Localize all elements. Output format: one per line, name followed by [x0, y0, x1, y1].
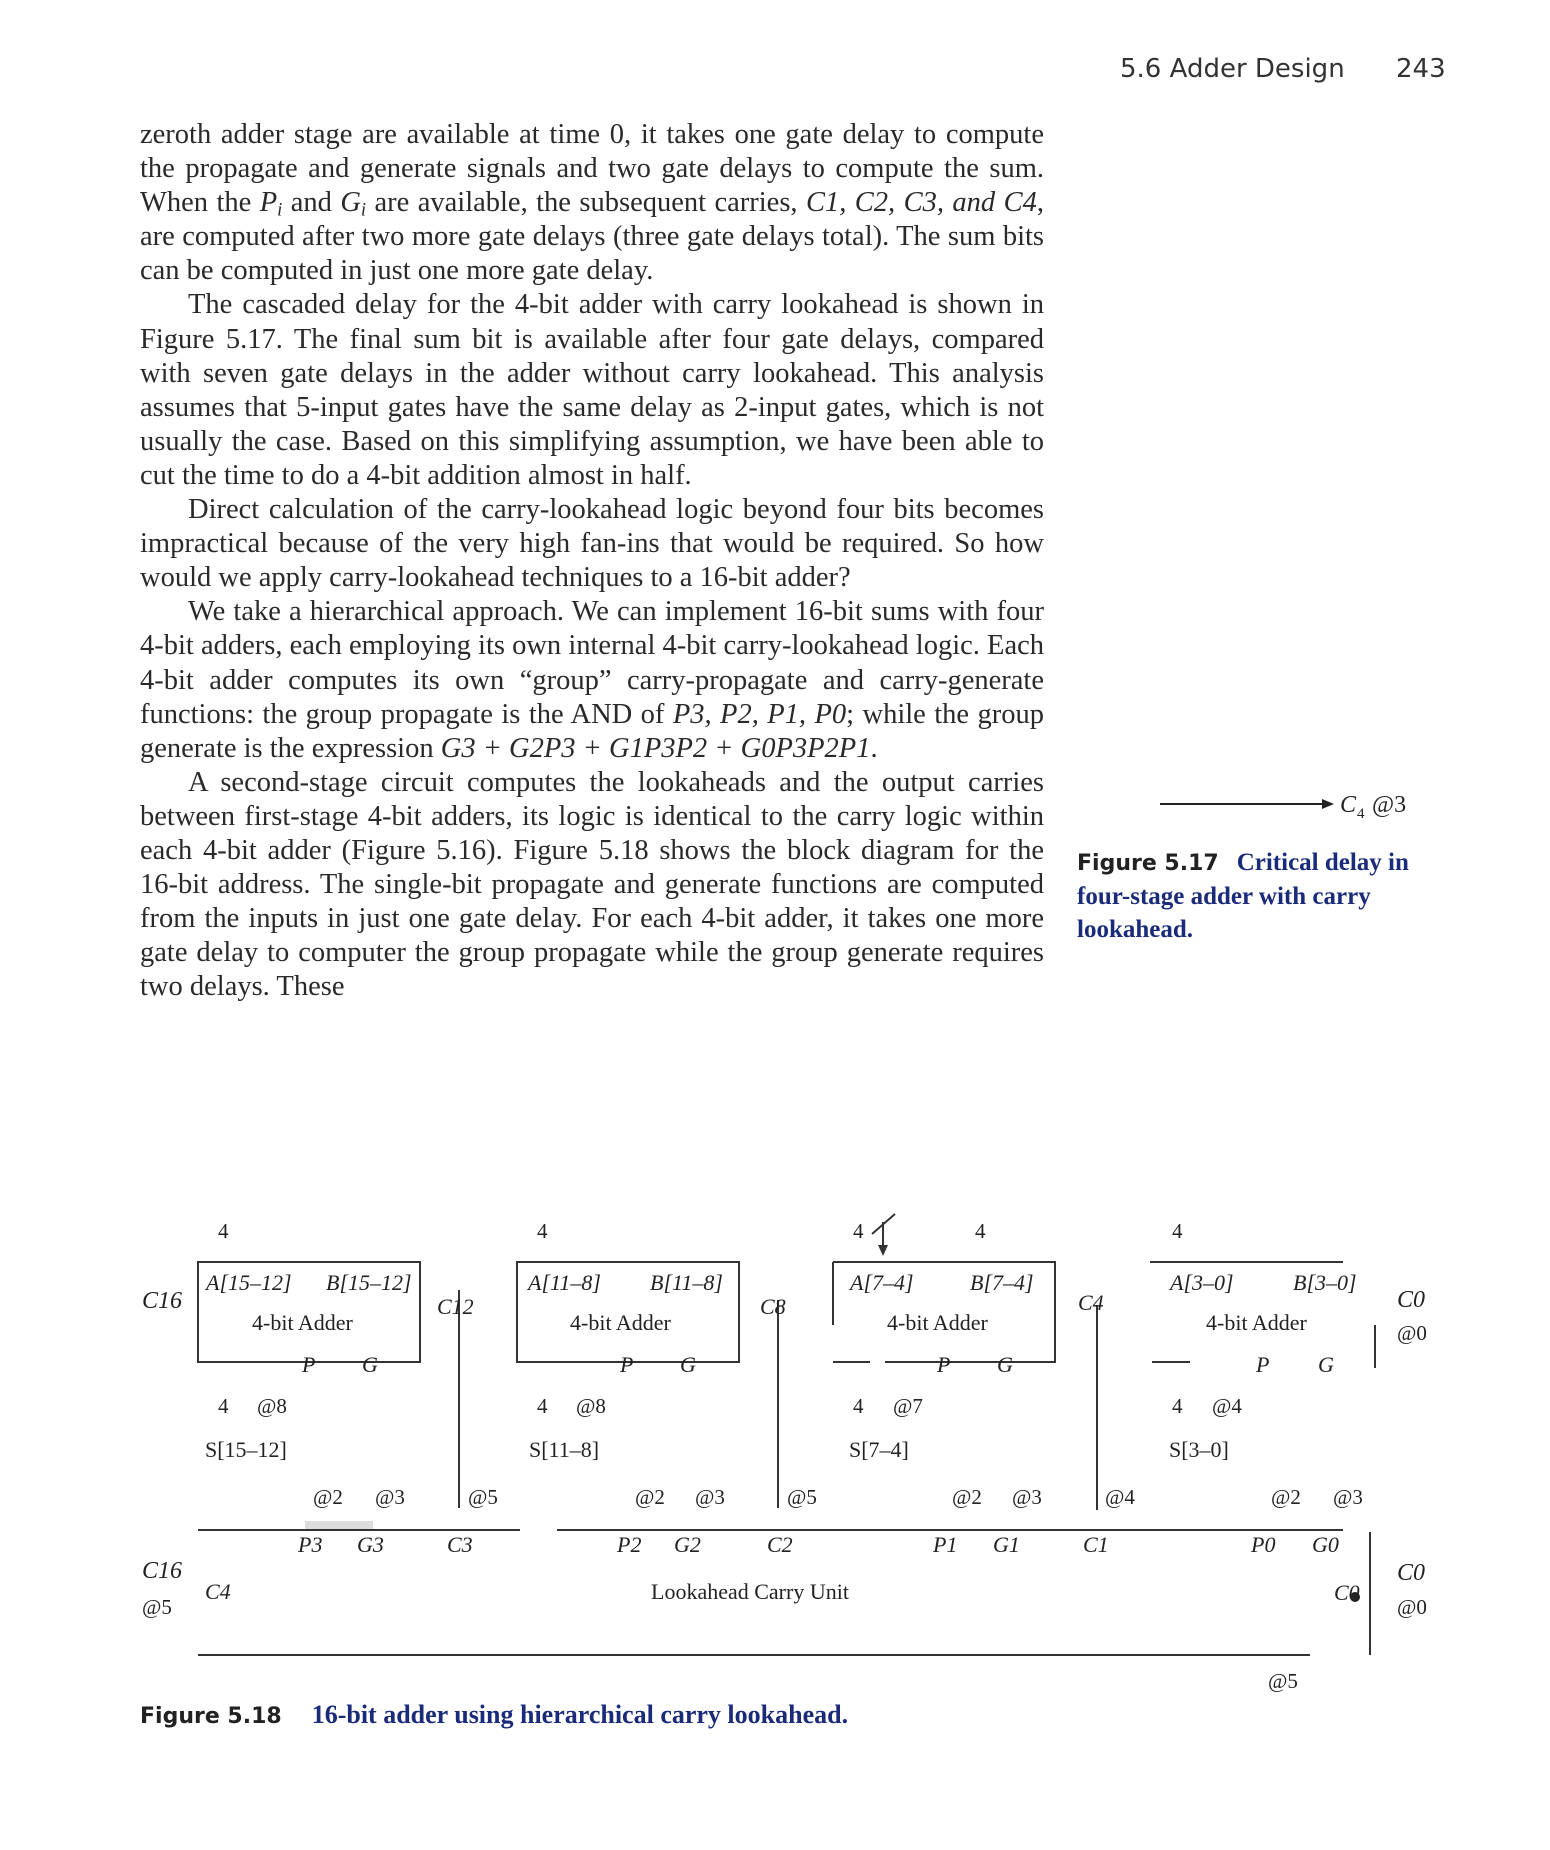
adder-1-sum-label: S[15–12] — [205, 1437, 287, 1462]
paragraph-5: A second-stage circuit computes the lookaheads and the output carries between first-stage 4-bit adders, its logic is identical to the carry logic within each 4-bit adder (Figure 5.16). Figure 5.18 shows the block diagram for the 16-bit address. The single-bit propagate and generate functions are computed from the inputs in just one gate delay. For each 4-bit adder, it takes one more gate delay to computer the group propagate while the group generate requires two delays. These — [140, 766, 1044, 1003]
adder-3-sum-label: S[7–4] — [849, 1437, 909, 1462]
c0-top-delay: @0 — [1397, 1321, 1427, 1345]
c0-bottom: C0 — [1397, 1560, 1426, 1586]
page-number: 243 — [1396, 54, 1446, 84]
carry-c12-delay: @5 — [468, 1485, 498, 1509]
adder-2-input-width: 4 — [537, 1219, 548, 1243]
lcu-c4: C4 — [205, 1579, 231, 1604]
adder-4-p-delay: @2 — [1271, 1485, 1301, 1509]
adder-1-input-width: 4 — [218, 1219, 229, 1243]
c16-bottom: C16 — [142, 1558, 183, 1584]
adder-3-sum-width: 4 — [853, 1394, 864, 1418]
adder-1-sum-delay: @8 — [257, 1394, 287, 1418]
lcu-p0: P0 — [1251, 1532, 1276, 1557]
figure-text: C — [1340, 792, 1357, 818]
adder-1-sum-width: 4 — [218, 1394, 229, 1418]
adder-4-name: 4-bit Adder — [1206, 1310, 1307, 1335]
adder-2-sum-width: 4 — [537, 1394, 548, 1418]
lcu-c2: C2 — [767, 1532, 793, 1557]
carry-c8: C8 — [760, 1294, 786, 1319]
adder-4-input-width: 4 — [1172, 1219, 1183, 1243]
adder-2-p: P — [620, 1352, 634, 1377]
figure-5-18-caption: Figure 5.18 16-bit adder using hierarchical carry lookahead. — [140, 1700, 849, 1729]
figure-text: 4 — [1357, 806, 1365, 820]
adder-2-name: 4-bit Adder — [570, 1310, 671, 1335]
lcu-g0: G0 — [1312, 1532, 1339, 1557]
adder-2-g-delay: @3 — [695, 1485, 725, 1509]
adder-3-sum-delay: @7 — [893, 1394, 923, 1418]
lcu-g2: G2 — [674, 1532, 701, 1557]
adder-4-p: P — [1256, 1352, 1270, 1377]
adder-1-p: P — [302, 1352, 316, 1377]
lcu-label: Lookahead Carry Unit — [651, 1579, 849, 1604]
adder-3-input-width-b: 4 — [975, 1219, 986, 1243]
adder-1-g-delay: @3 — [375, 1485, 405, 1509]
adder-3-g-delay: @3 — [1012, 1485, 1042, 1509]
adder-2-sum-label: S[11–8] — [529, 1437, 600, 1462]
adder-1-a-label: A[15–12] — [206, 1270, 292, 1295]
lcu-g1: G1 — [993, 1532, 1020, 1557]
adder-2-sum-delay: @8 — [576, 1394, 606, 1418]
adder-2-b-label: B[11–8] — [650, 1270, 723, 1295]
c0-top: C0 — [1397, 1287, 1426, 1313]
adder-3-p: P — [937, 1352, 951, 1377]
adder-3-name: 4-bit Adder — [887, 1310, 988, 1335]
adder-1-b-label: B[15–12] — [326, 1270, 412, 1295]
adder-3-input-width-a: 4 — [853, 1219, 864, 1243]
figure-5-17-caption: Figure 5.17 Critical delay in four-stage adder with carry lookahead. — [1077, 849, 1409, 943]
carry-c4: C4 — [1078, 1290, 1104, 1315]
c16-top: C16 — [142, 1288, 183, 1314]
adder-4-sum-width: 4 — [1172, 1394, 1183, 1418]
lcu-output-delay: @5 — [1268, 1669, 1298, 1693]
lcu-p2: P2 — [617, 1532, 642, 1557]
lcu-p1: P1 — [933, 1532, 958, 1557]
lcu-g3: G3 — [357, 1532, 384, 1557]
lcu-c3: C3 — [447, 1532, 473, 1557]
adder-2-a-label: A[11–8] — [528, 1270, 601, 1295]
adder-1-name: 4-bit Adder — [252, 1310, 353, 1335]
carry-c8-delay: @5 — [787, 1485, 817, 1509]
figure-text: @3 — [1372, 792, 1407, 818]
adder-1-g: G — [362, 1352, 378, 1377]
c16-bottom-delay: @5 — [142, 1595, 172, 1619]
adder-4-sum-label: S[3–0] — [1169, 1437, 1229, 1462]
paragraph-1: zeroth adder stage are available at time 0, it takes one gate delay to compute the propagate and generate signals and two gate delays to compute the sum. When the $P_i$ and $G_i$ are available, the subsequent carries, C1, C2, C3, and C4, are computed after two more gate delays (three gate delays total). The sum bits can be computed in just one more gate delay. — [140, 119, 1044, 287]
adder-2-g: G — [680, 1352, 696, 1377]
carry-c4-delay: @4 — [1105, 1485, 1135, 1509]
adder-2-p-delay: @2 — [635, 1485, 665, 1509]
carry-c12: C12 — [437, 1294, 474, 1319]
adder-4-g: G — [1318, 1352, 1334, 1377]
adder-3-a-label: A[7–4] — [850, 1270, 914, 1295]
figure-5-17-arrow — [1150, 780, 1410, 820]
lcu-c1: C1 — [1083, 1532, 1109, 1557]
adder-4-a-label: A[3–0] — [1170, 1270, 1234, 1295]
adder-3-g: G — [997, 1352, 1013, 1377]
c0-bottom-delay: @0 — [1397, 1595, 1427, 1619]
paragraph-3: Direct calculation of the carry-lookahead logic beyond four bits becomes impractical because of the very high fan-ins that would be required. So how would we apply carry-lookahead techniques to a 16-bit adder? — [140, 494, 1044, 594]
paragraph-4: We take a hierarchical approach. We can implement 16-bit sums with four 4-bit adders, each employing its own internal 4-bit carry-lookahead logic. Each 4-bit adder computes its own “group” carry-propagate and carry-generate functions: the group propagate is the AND of P3, P2, P1, P0; while the group generate is the expression G3 + G2P3 + G1P3P2 + G0P3P2P1. — [140, 596, 1044, 764]
figure-5-18-diagram — [0, 1190, 1550, 1710]
adder-3-b-label: B[7–4] — [970, 1270, 1034, 1295]
adder-4-b-label: B[3–0] — [1293, 1270, 1357, 1295]
adder-4-g-delay: @3 — [1333, 1485, 1363, 1509]
running-header-section: 5.6 Adder Design — [1120, 54, 1345, 84]
lcu-c0-internal: C0 — [1334, 1580, 1360, 1605]
adder-4-sum-delay: @4 — [1212, 1394, 1242, 1418]
lcu-p3: P3 — [298, 1532, 323, 1557]
paragraph-2: The cascaded delay for the 4-bit adder with carry lookahead is shown in Figure 5.17. The final sum bit is available after four gate delays, compared with seven gate delays in the adder without carry lookahead. This analysis assumes that 5-input gates have the same delay as 2-input gates, which is not usually the case. Based on this simplifying assumption, we have been able to cut the time to do a 4-bit addition almost in half. — [140, 289, 1044, 491]
adder-3-p-delay: @2 — [952, 1485, 982, 1509]
adder-1-p-delay: @2 — [313, 1485, 343, 1509]
body-text — [140, 118, 1044, 1004]
